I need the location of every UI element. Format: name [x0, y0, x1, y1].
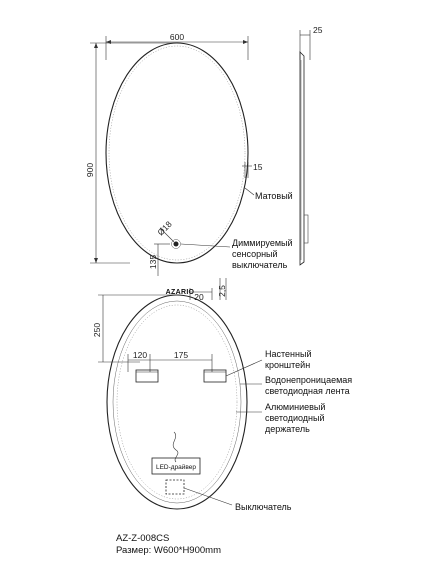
holder-callout-3: держатель — [265, 424, 310, 434]
depth-label: 25 — [313, 25, 323, 35]
switch-offset-label: 20 — [194, 292, 204, 302]
back-view — [92, 295, 352, 512]
dimmer-callout-1: Диммируемый — [232, 238, 293, 248]
matte-strip — [109, 46, 245, 260]
bracket-left-label: 120 — [132, 350, 148, 360]
bracket-callout-2: кронштейн — [265, 360, 311, 370]
back-outline — [107, 295, 247, 509]
side-view — [300, 25, 323, 265]
dimmer-callout-3: выключатель — [232, 260, 288, 270]
dimmer-callout-2: сенсорный — [232, 249, 278, 259]
matte-callout: Матовый — [255, 191, 293, 201]
led-driver-label: LED-драйвер — [155, 464, 197, 471]
switch-box — [166, 480, 184, 494]
height-dim-label: 900 — [85, 162, 95, 178]
led-callout-1: Водонепроницаемая — [265, 375, 353, 385]
model-label: AZ-Z-008CS — [116, 533, 170, 544]
switch-vertical-label: 135 — [148, 254, 158, 270]
led-strip-ring — [113, 301, 241, 503]
strip-offset-label: 15 — [253, 162, 263, 172]
switch-small-label: 2,5 — [217, 285, 227, 297]
led-callout-2: светодиодная лента — [265, 386, 350, 396]
size-label: Размер: W600*H900mm — [116, 545, 221, 556]
holder-callout-2: светодиодный — [265, 413, 325, 423]
side-profile — [300, 52, 304, 265]
brand-logo: AZARIO — [165, 289, 195, 296]
side-bracket — [304, 215, 308, 243]
bracket-top-label: 250 — [92, 322, 102, 338]
switch-callout: Выключатель — [235, 502, 292, 512]
switch-diameter-label: Ø18 — [155, 218, 174, 238]
mirror-outline — [106, 43, 248, 263]
dimmer-switch-icon — [174, 242, 179, 247]
bracket-callout-1: Настенный — [265, 349, 312, 359]
width-dim-label: 600 — [169, 32, 185, 42]
wire-icon — [173, 432, 178, 462]
holder-callout-1: Алюминиевый — [265, 402, 326, 412]
front-view — [85, 32, 293, 302]
bracket-spacing-label: 175 — [173, 350, 189, 360]
